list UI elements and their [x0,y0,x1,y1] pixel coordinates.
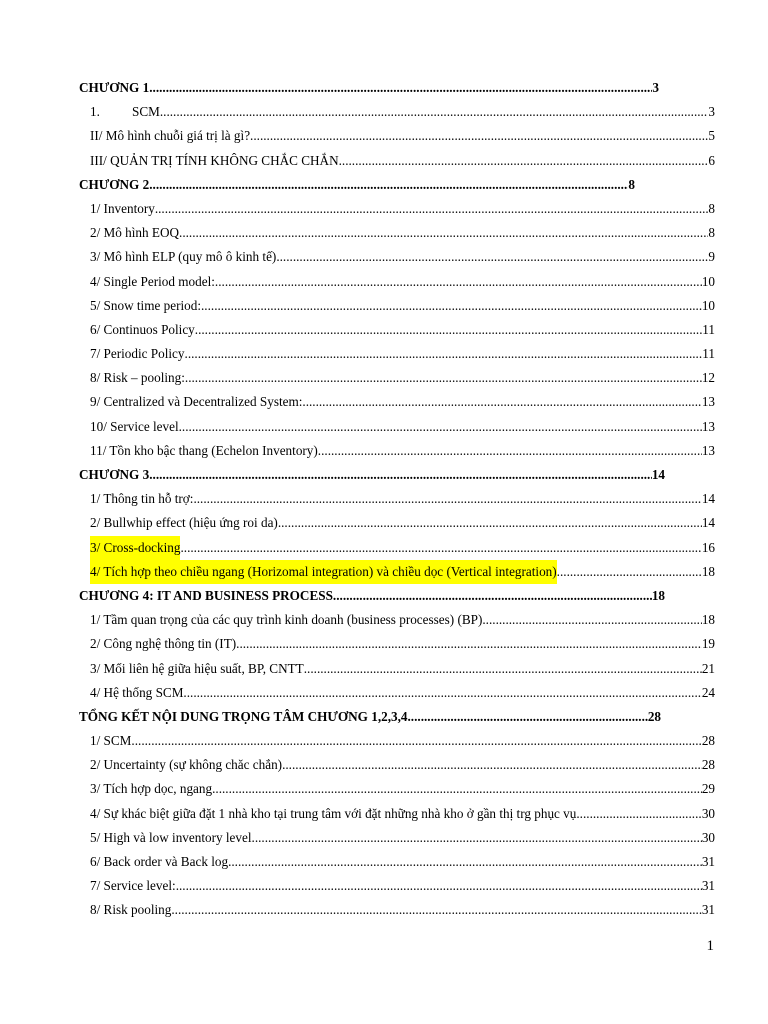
toc-entry-page: 30 [701,805,715,821]
toc-entry-page: 3 [652,80,659,95]
dot-leader [176,874,702,898]
dot-leader [250,124,708,148]
toc-entry-text: 6/ Continuos Policy [90,321,195,337]
toc-entry-text: 2/ Mô hình EOQ [90,225,180,241]
toc-entry-page: 29 [701,781,715,797]
toc-entry-text: 2/ Bullwhip effect (hiệu ứng roi da) [90,515,278,531]
dot-leader [408,705,648,729]
toc-chapter-entry[interactable] [79,463,715,487]
dot-leader [212,777,702,801]
toc-entry-label [90,390,302,414]
toc-entry-page: 14 [651,467,665,482]
toc-entry-page: 11 [702,346,715,362]
toc-section-entry[interactable] [79,536,715,560]
toc-section-entry[interactable] [79,221,715,245]
toc-entry-text: 4/ Sự khác biệt giữa đặt 1 nhà kho tại trung tâm với đặt những nhà kho ở gần thị trg phục vụ [90,805,577,821]
toc-entry-page: 14 [701,491,715,507]
dot-leader [179,221,708,245]
toc-section-entry[interactable] [79,826,715,850]
toc-section-entry[interactable] [79,753,715,777]
toc-entry-text: 1/ Tầm quan trọng của các quy trình kinh doanh (business processes) (BP) [90,612,483,628]
toc-entry-page: 31 [701,878,715,894]
dot-leader [282,753,702,777]
toc-entry-text: 5/ High và low inventory level [90,829,252,845]
toc-entry-text: 6/ Back order và Back log [90,854,229,869]
toc-entry-label [90,124,250,148]
dot-leader [557,560,702,584]
toc-section-entry[interactable] [79,898,715,922]
toc-entry-text: II/ Mô hình chuỗi giá trị là gì? [90,128,251,144]
toc-entry-label [90,826,252,850]
toc-entry-page: 8 [708,225,715,241]
toc-section-entry[interactable] [79,294,715,318]
toc-section-entry[interactable] [79,608,715,632]
toc-section-entry[interactable] [79,681,715,705]
toc-entry-text: 9/ Centralized và Decentralized System: [90,394,303,410]
toc-entry-page: 11 [702,321,715,337]
toc-section-entry[interactable] [79,777,715,801]
toc-section-entry[interactable] [79,197,715,221]
toc-entry-label [90,560,557,584]
dot-leader [333,584,652,608]
dot-leader [228,850,702,874]
toc-entry-label [90,729,131,753]
toc-entry-text: 3/ Mối liên hệ giữa hiệu suất, BP, CNTT [90,660,304,676]
dot-leader [185,366,702,390]
toc-entry-text: SCM [132,104,160,120]
toc-entry-text: 5/ Snow time period: [90,297,201,313]
dot-leader [185,342,703,366]
toc-section-entry[interactable] [79,632,715,656]
dot-leader [155,197,709,221]
toc-entry-page: 18 [701,563,715,579]
toc-entry-label [90,802,576,826]
dot-leader [160,100,709,124]
toc-entry-text: CHƯƠNG 1 [79,80,150,95]
toc-section-entry[interactable] [79,149,715,173]
dot-leader [201,294,702,318]
toc-entry-label [90,197,155,221]
toc-entry-label [90,536,180,560]
toc-section-entry[interactable] [79,802,715,826]
toc-entry-text: 3/ Tích hợp dọc, ngang [90,781,213,797]
toc-entry-label [90,898,171,922]
toc-entry-text: 7/ Periodic Policy [90,346,185,362]
toc-entry-label [90,366,185,390]
toc-section-entry[interactable] [79,560,715,584]
toc-entry-label [79,463,149,487]
toc-entry-text: CHƯƠNG 3 [79,467,150,482]
toc-chapter-entry[interactable] [79,173,715,197]
toc-entry-label [90,221,179,245]
toc-entry-label [90,487,193,511]
toc-section-entry[interactable] [79,318,715,342]
page-number: 1 [706,938,714,954]
toc-entry-text: 1/ Thông tin hỗ trợ: [90,491,194,507]
toc-section-entry[interactable] [79,390,715,414]
toc-entry-label [90,753,282,777]
toc-entry-text: 7/ Service level: [90,878,176,894]
toc-entry-text: 4/ Hệ thống SCM [90,684,184,700]
dot-leader [215,270,702,294]
toc-entry-label [90,318,195,342]
dot-leader [576,802,701,826]
toc-entry-text: 4/ Single Period model: [90,273,215,289]
toc-entry-label [90,100,160,124]
dot-leader [149,173,628,197]
toc-entry-text: 1/ Inventory [90,200,155,216]
toc-section-entry[interactable] [79,729,715,753]
toc-entry-page: 3 [708,104,715,120]
toc-entry-text: III/ QUẢN TRỊ TÍNH KHÔNG CHẮC CHẮN [90,152,339,168]
toc-section-entry[interactable] [79,342,715,366]
dot-leader [302,390,701,414]
toc-entry-label [90,415,179,439]
toc-chapter-entry[interactable] [79,76,715,100]
dot-leader [304,657,702,681]
toc-entry-label [90,342,185,366]
toc-entry-page: 13 [701,442,715,458]
dot-leader [318,439,702,463]
toc-section-entry[interactable] [79,245,715,269]
dot-leader [183,681,701,705]
toc-entry-page: 10 [701,297,715,313]
toc-section-entry[interactable] [79,124,715,148]
toc-entry-page: 28 [647,708,661,724]
toc-entry-page: 8 [628,176,635,192]
toc-entry-page: 28 [701,733,715,749]
dot-leader [236,632,702,656]
toc-entry-label [90,874,176,898]
toc-entry-text: 8/ Risk – pooling: [90,370,185,386]
toc-entry-page: 18 [701,612,715,628]
toc-entry-text: 11/ Tồn kho bậc thang (Echelon Inventory) [90,442,318,458]
toc-entry-label [90,439,318,463]
toc-section-entry[interactable] [79,874,715,898]
toc-entry-page: 10 [701,273,715,289]
toc-entry-text: CHƯƠNG 4: IT AND BUSINESS PROCESS [79,587,333,603]
toc-section-entry[interactable] [79,100,715,124]
dot-leader [276,245,708,269]
dot-leader [278,511,702,535]
toc-section-entry[interactable] [79,439,715,463]
toc-entry-label [90,149,339,173]
toc-entry-page: 14 [701,515,715,531]
table-of-contents [79,76,715,923]
dot-leader [171,898,701,922]
toc-section-entry[interactable] [79,415,715,439]
toc-entry-label [90,511,278,535]
toc-entry-page: 31 [701,854,715,869]
toc-entry-page: 30 [701,829,715,845]
toc-entry-text: TỔNG KẾT NỘI DUNG TRỌNG TÂM CHƯƠNG 1,2,3,4 [79,708,408,724]
toc-entry-page: 28 [701,757,715,773]
toc-section-entry[interactable] [79,487,715,511]
toc-entry-page: 6 [708,152,715,168]
toc-entry-label [90,245,276,269]
toc-entry-page: 21 [701,660,715,676]
toc-entry-label [90,777,212,801]
dot-leader [482,608,701,632]
dot-leader [339,149,709,173]
toc-entry-text: 4/ Tích hợp theo chiều ngang (Horizomal integration) và chiều dọc (Vertical integration) [90,563,557,579]
toc-entry-text: CHƯƠNG 2 [79,176,150,192]
dot-leader [149,76,652,100]
toc-entry-page: 16 [701,539,715,555]
toc-entry-page: 13 [701,418,715,434]
toc-entry-text: 8/ Risk pooling [90,902,172,918]
toc-entry-number: 1. [90,104,100,120]
dot-leader [180,536,701,560]
toc-entry-label [90,632,236,656]
toc-entry-text: 3/ Mô hình ELP (quy mô ô kinh tế) [90,249,277,265]
toc-entry-page: 31 [701,902,715,918]
toc-section-entry[interactable] [79,850,715,874]
dot-leader [193,487,701,511]
toc-entry-page: 24 [701,684,715,700]
toc-entry-page: 12 [701,370,715,386]
toc-entry-text: 10/ Service level [90,418,179,434]
toc-entry-label [90,850,228,874]
toc-chapter-entry[interactable] [79,584,715,608]
toc-section-entry[interactable] [79,657,715,681]
dot-leader [195,318,703,342]
toc-entry-page: 18 [651,587,665,603]
toc-entry-label [90,270,215,294]
toc-entry-page: 19 [701,636,715,652]
toc-entry-label [90,294,201,318]
toc-section-entry[interactable] [79,366,715,390]
toc-entry-label [79,584,333,608]
toc-entry-label [79,173,149,197]
toc-entry-page: 13 [701,394,715,410]
toc-entry-page: 8 [708,200,715,216]
toc-entry-text: 2/ Công nghệ thông tin (IT) [90,636,237,652]
toc-entry-label [90,657,304,681]
dot-leader [252,826,702,850]
toc-entry-text: 3/ Cross-docking [90,539,181,555]
toc-entry-page: 9 [708,249,715,265]
toc-entry-text: 1/ SCM [90,733,132,749]
toc-chapter-entry[interactable] [79,705,715,729]
dot-leader [131,729,701,753]
toc-entry-label [90,608,482,632]
toc-entry-label [79,705,408,729]
toc-entry-text: 2/ Uncertainty (sự không chăc chắn) [90,757,283,773]
toc-entry-label [79,76,149,100]
toc-section-entry[interactable] [79,270,715,294]
dot-leader [149,463,652,487]
toc-section-entry[interactable] [79,511,715,535]
toc-entry-label [90,681,183,705]
dot-leader [179,415,702,439]
toc-entry-page: 5 [708,128,715,144]
